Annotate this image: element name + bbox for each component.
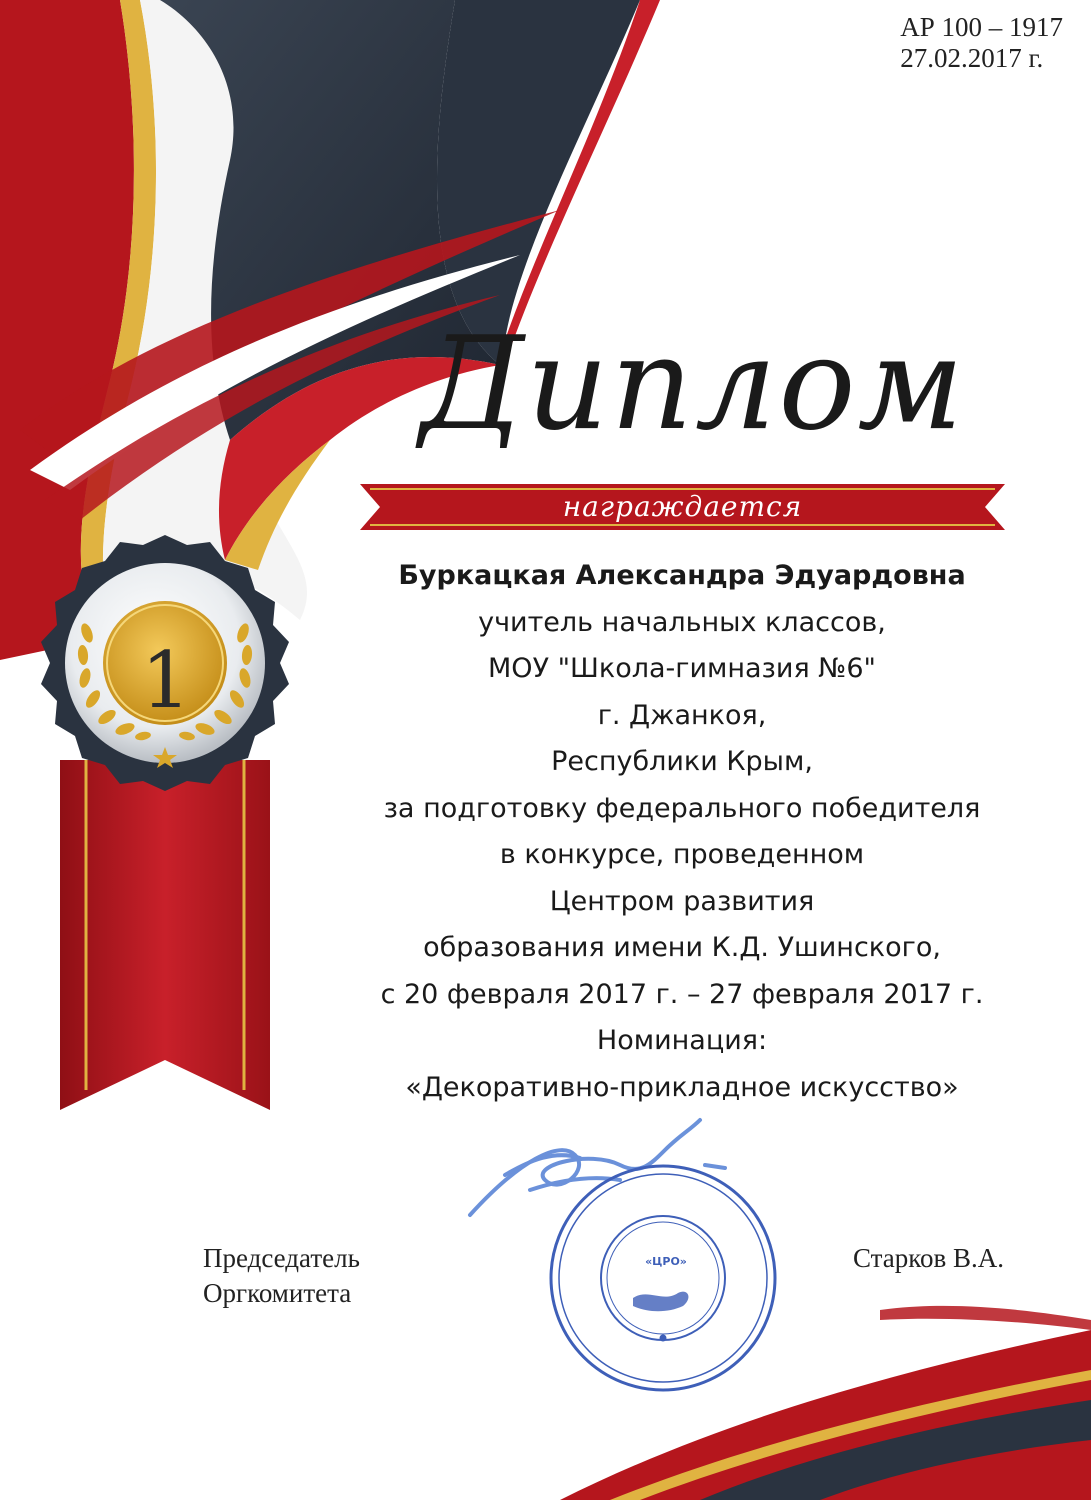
body-line: «Декоративно-прикладное искусство»: [405, 1071, 959, 1103]
page-title: Диплом: [420, 310, 966, 459]
body-line: за подготовку федерального победителя: [383, 792, 981, 824]
medal-ribbon: [60, 760, 270, 1110]
body-line: Номинация:: [596, 1025, 768, 1056]
body-line: Республики Крым,: [551, 746, 813, 777]
body-line: в конкурсе, проведенном: [499, 839, 865, 870]
signer-position: [203, 1241, 360, 1311]
reference-date: 27.02.2017 г.: [900, 43, 1044, 73]
body-line: с 20 февраля 2017 г. – 27 февраля 2017 г.: [380, 978, 984, 1010]
organization-stamp: [551, 1166, 775, 1390]
body-line: Центром развития: [549, 885, 815, 917]
medal-place-number: 1: [141, 636, 191, 726]
body-line: учитель начальных классов,: [478, 606, 886, 638]
body-line: МОУ "Школа-гимназия №6": [488, 653, 876, 684]
document-reference: [900, 12, 1063, 74]
diploma-body: [322, 553, 1042, 1111]
award-ribbon-label: награждается: [562, 490, 803, 523]
stamp-center-text: «ЦРО»: [645, 1255, 687, 1268]
signer-position-line1: Председатель: [203, 1243, 360, 1273]
recipient-name: Буркацкая Александра Эдуардовна: [398, 560, 966, 591]
signer-name: Старков В.А.: [853, 1243, 1005, 1273]
signer-position-line2: Оргкомитета: [203, 1278, 352, 1308]
body-line: г. Джанкоя,: [597, 699, 767, 731]
reference-number: АР 100 – 1917: [900, 12, 1063, 42]
body-line: образования имени К.Д. Ушинского,: [423, 932, 941, 963]
